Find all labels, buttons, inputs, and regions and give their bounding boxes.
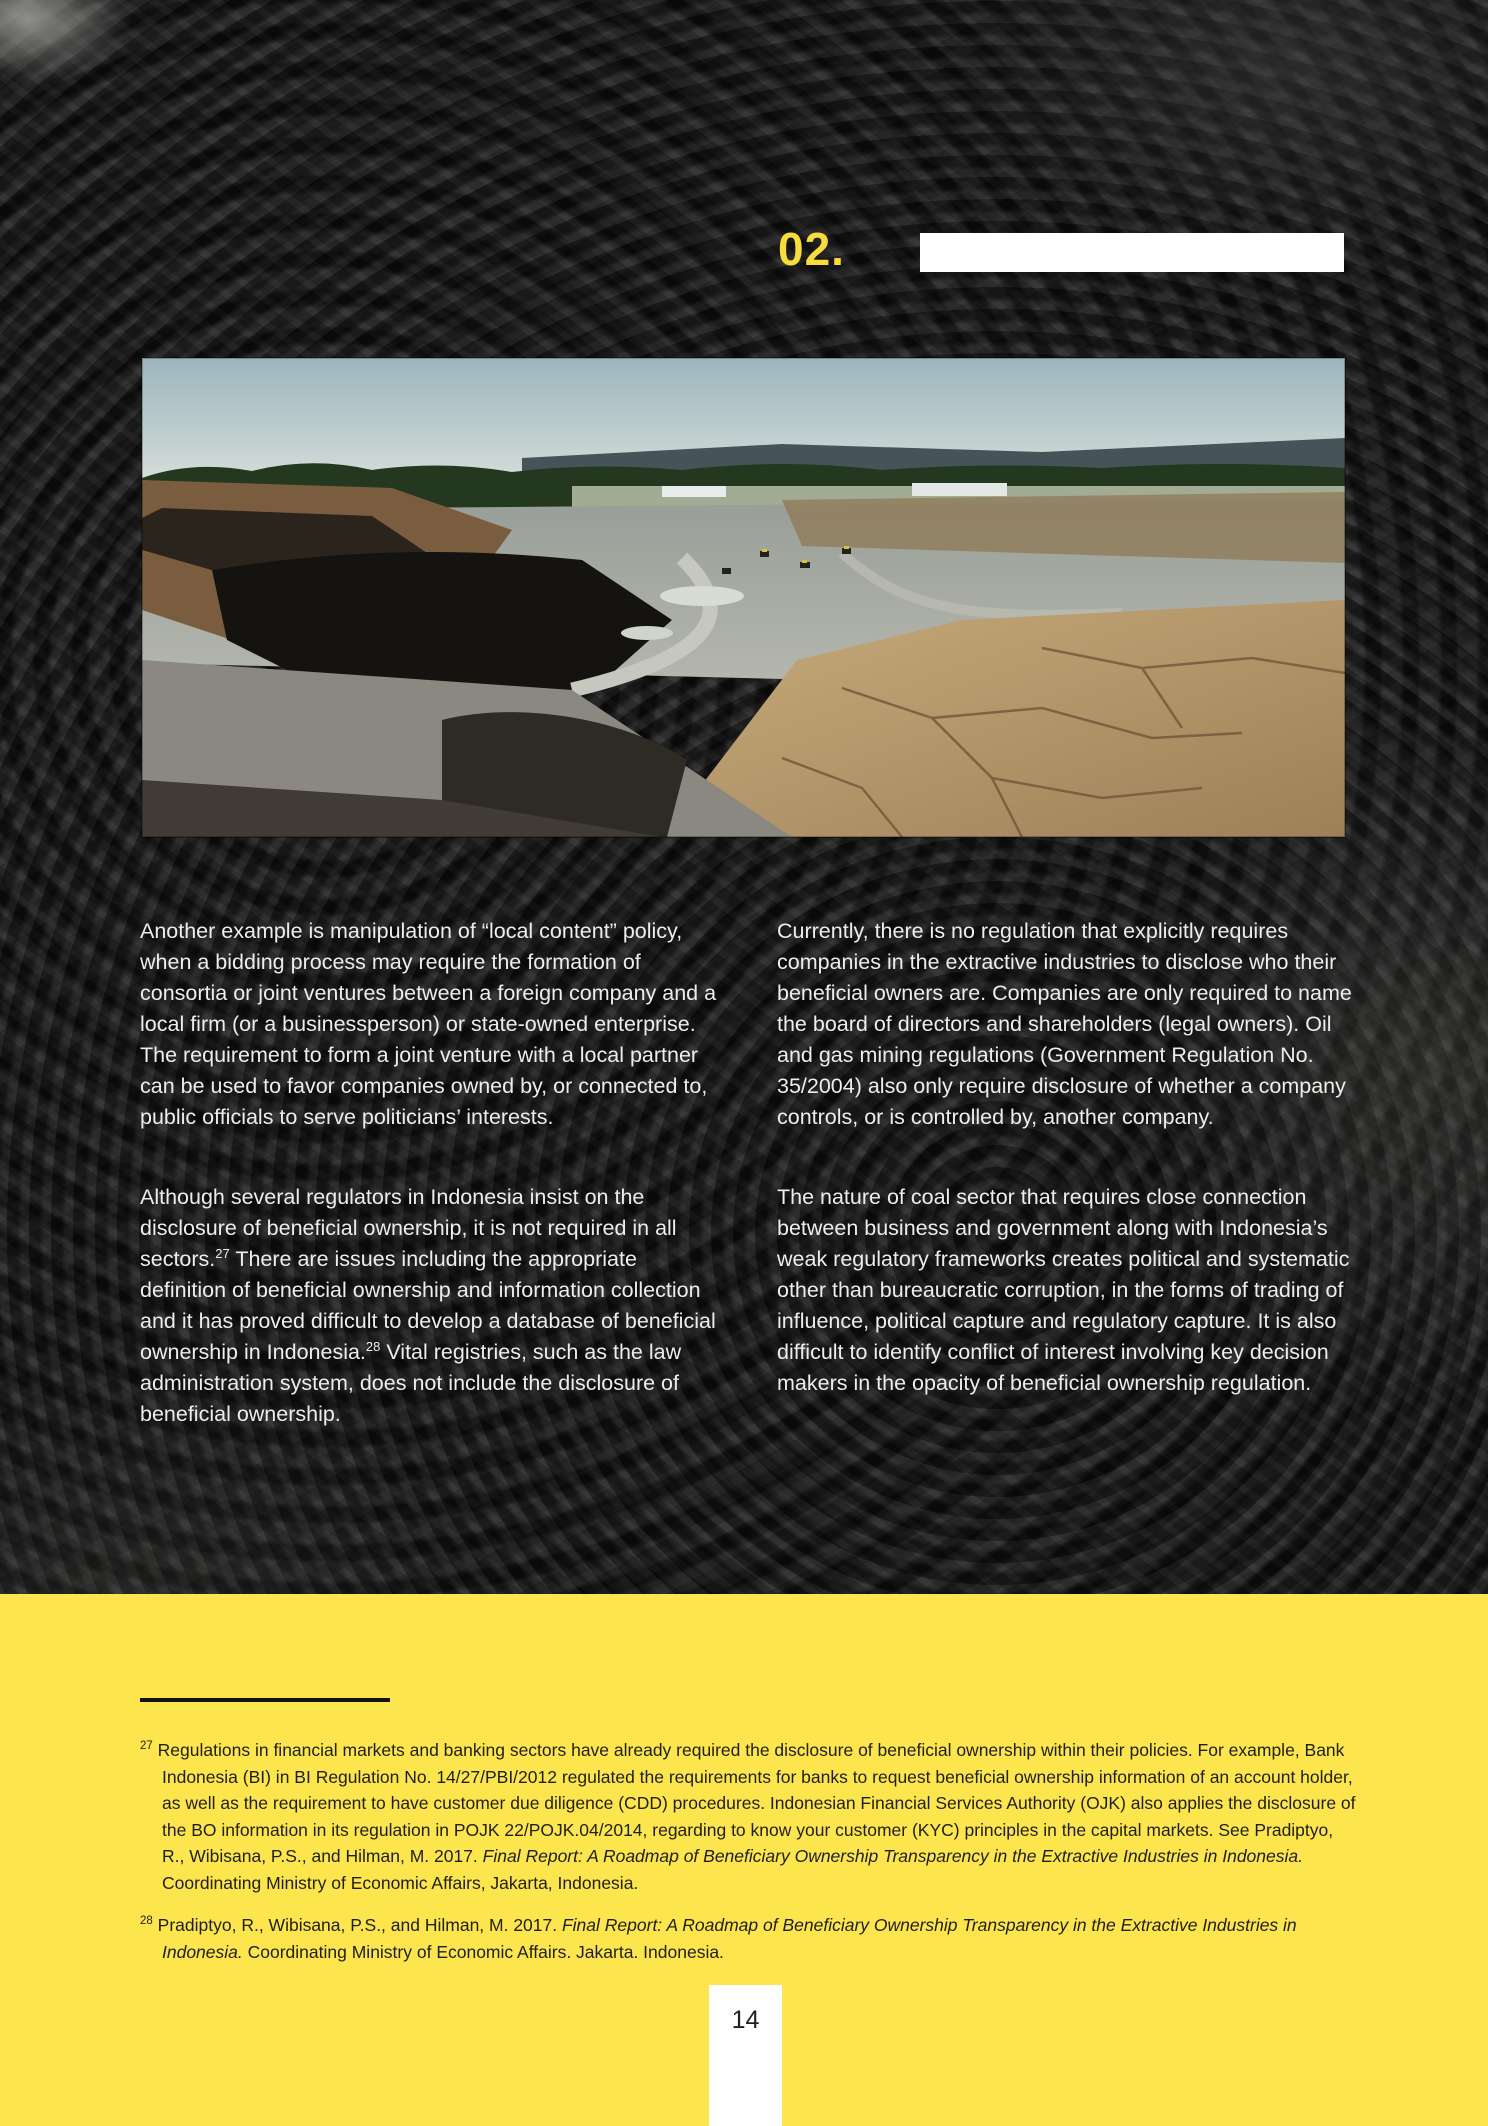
footnotes-block: [140, 1737, 1356, 1965]
footnote-divider-rule: [140, 1698, 390, 1702]
footnote-text-segment: Regulations in financial markets and banking sectors have already required the disclosure of beneficial ownership within their policies. For example, Bank Indonesia (BI) in BI Regulation No. 14/27/PBI/2012 regulated the requirements for banks to request beneficial ownership information of an account holder, as well as the requirement to have customer due diligence (CDD) procedures. Indonesian Financial Services Authority (OJK) also applies the disclosure of the BO information in its regulation in POJK 22/POJK.04/2014, regarding to know your customer (KYC) principles in the capital markets. See Pradiptyo, R., Wibisana, P.S., and Hilman, M. 2017.: [157, 1740, 1356, 1866]
body-text-columns: [140, 916, 1354, 1430]
footnote-27: [140, 1737, 1356, 1896]
footnote-ref-28: 28: [365, 1338, 381, 1354]
footnote-text-segment: Pradiptyo, R., Wibisana, P.S., and Hilman, M. 2017.: [157, 1915, 562, 1935]
footnote-number: 27: [140, 1740, 153, 1753]
footnote-text-segment-italic: Final Report: A Roadmap of Beneficiary Ownership Transparency in the Extractive Industries in Indonesia.: [162, 1915, 1297, 1962]
left-paragraph-2: [140, 1182, 717, 1430]
page-number: 14: [731, 2006, 760, 2034]
right-paragraph-2: The nature of coal sector that requires close connection between business and government along with Indonesia’s weak regulatory frameworks creates political and systematic other than bureaucratic corruption, in the forms of trading of influence, political capture and regulatory capture. It is also difficult to identify conflict of interest involving key decision makers in the opacity of beneficial ownership regulation.: [777, 1185, 1350, 1395]
chapter-title-bar: [920, 233, 1344, 272]
footnote-text-segment: Coordinating Ministry of Economic Affairs, Jakarta, Indonesia.: [162, 1872, 639, 1893]
paragraph-text: Vital registries, such as the law administration system, does not include the disclosure of beneficial ownership.: [140, 1340, 682, 1426]
page-number-strip: [709, 1985, 782, 2126]
footnote-ref-27: 27: [215, 1245, 230, 1261]
left-column: [140, 916, 717, 1430]
right-column: [777, 916, 1354, 1430]
right-paragraph-1: Currently, there is no regulation that explicitly requires companies in the extractive industries to disclose who their beneficial owners are. Companies are only required to name the board of directors and shareholders (legal owners). Oil and gas mining regulations (Government Regulation No. 35/2004) also only require disclosure of whether a company controls, or is controlled by, another company.: [777, 919, 1352, 1129]
paragraph-text: Although several regulators in Indonesia insist on the disclosure of beneficial ownership, it is not required in all sectors.: [140, 1185, 677, 1271]
paragraph-text: There are issues including the appropriate definition of beneficial ownership and information collection and it has proved difficult to develop a database of beneficial ownership in Indonesia.: [140, 1247, 716, 1364]
footnote-text-segment-italic: Final Report: A Roadmap of Beneficiary Ownership Transparency in the Extractive Industries in Indonesia.: [482, 1846, 1303, 1866]
footnote-number: 28: [140, 1915, 153, 1928]
footnote-text-segment: Coordinating Ministry of Economic Affairs. Jakarta. Indonesia.: [242, 1941, 724, 1962]
open-pit-mine-photo: [142, 358, 1345, 837]
left-paragraph-1: Another example is manipulation of “local content” policy, when a bidding process may require the formation of consortia or joint ventures between a foreign company and a local firm (or a businessperson) or state-owned enterprise. The requirement to form a joint venture with a local partner can be used to favor companies owned by, or connected to, public officials to serve politicians’ interests.: [140, 919, 717, 1129]
footnote-28: [140, 1912, 1356, 1965]
chapter-number: 02.: [778, 223, 845, 275]
